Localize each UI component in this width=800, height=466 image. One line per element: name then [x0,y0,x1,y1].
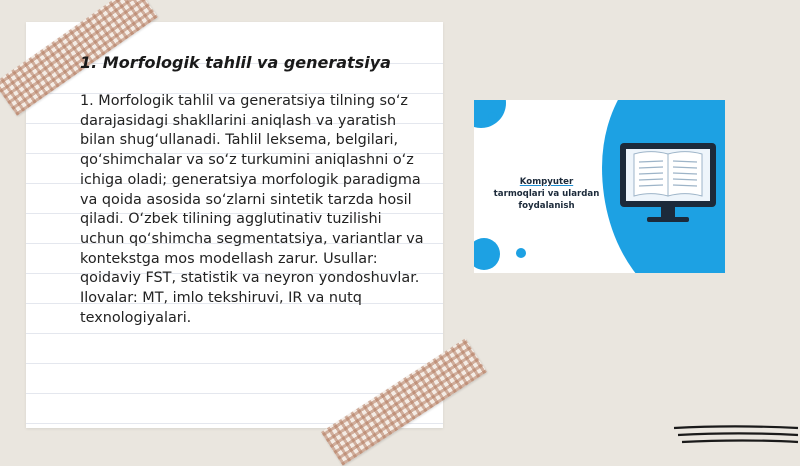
slide-body-text: 1. Morfologik tahlil va generatsiya tilning so‘z darajasidagi shakllarini aniqlash va yaratish bilan shug‘ullanadi. Tahlil leksema, belgilari, qo‘shimchalar va so‘z turkumini aniqlashni o‘z ichiga oladi; generatsiya morfologik paradigma va qoida asosida so‘zlarni sintetik tarzda hosil qiladi. O‘zbek tilining agglutinativ tuzilishi uchun qo‘shimcha segmentatsiya, variantlar va kontekstga mos modellash zarur. Usullar: qoidaviy FST, statistik va neyron yondoshuvlar. Ilovalar: MT, imlo tekshiruvi, IR va nutq texnologiyalari. [80,93,424,326]
caption-line-2: tarmoqlari va ulardan [493,189,600,199]
thumbnail-caption [474,176,619,212]
blue-dot-top [488,112,497,121]
caption-line-3: foydalanish [518,201,575,211]
blue-blob-bottom-left [474,238,500,270]
decorative-lines [672,418,800,446]
caption-line-1: Kompyuter [519,177,574,187]
thumbnail-image [474,100,725,273]
blue-dot-bottom [516,248,526,258]
slide-title: 1. Morfologik tahlil va generatsiya [80,53,391,72]
monitor-book-icon [617,140,719,228]
